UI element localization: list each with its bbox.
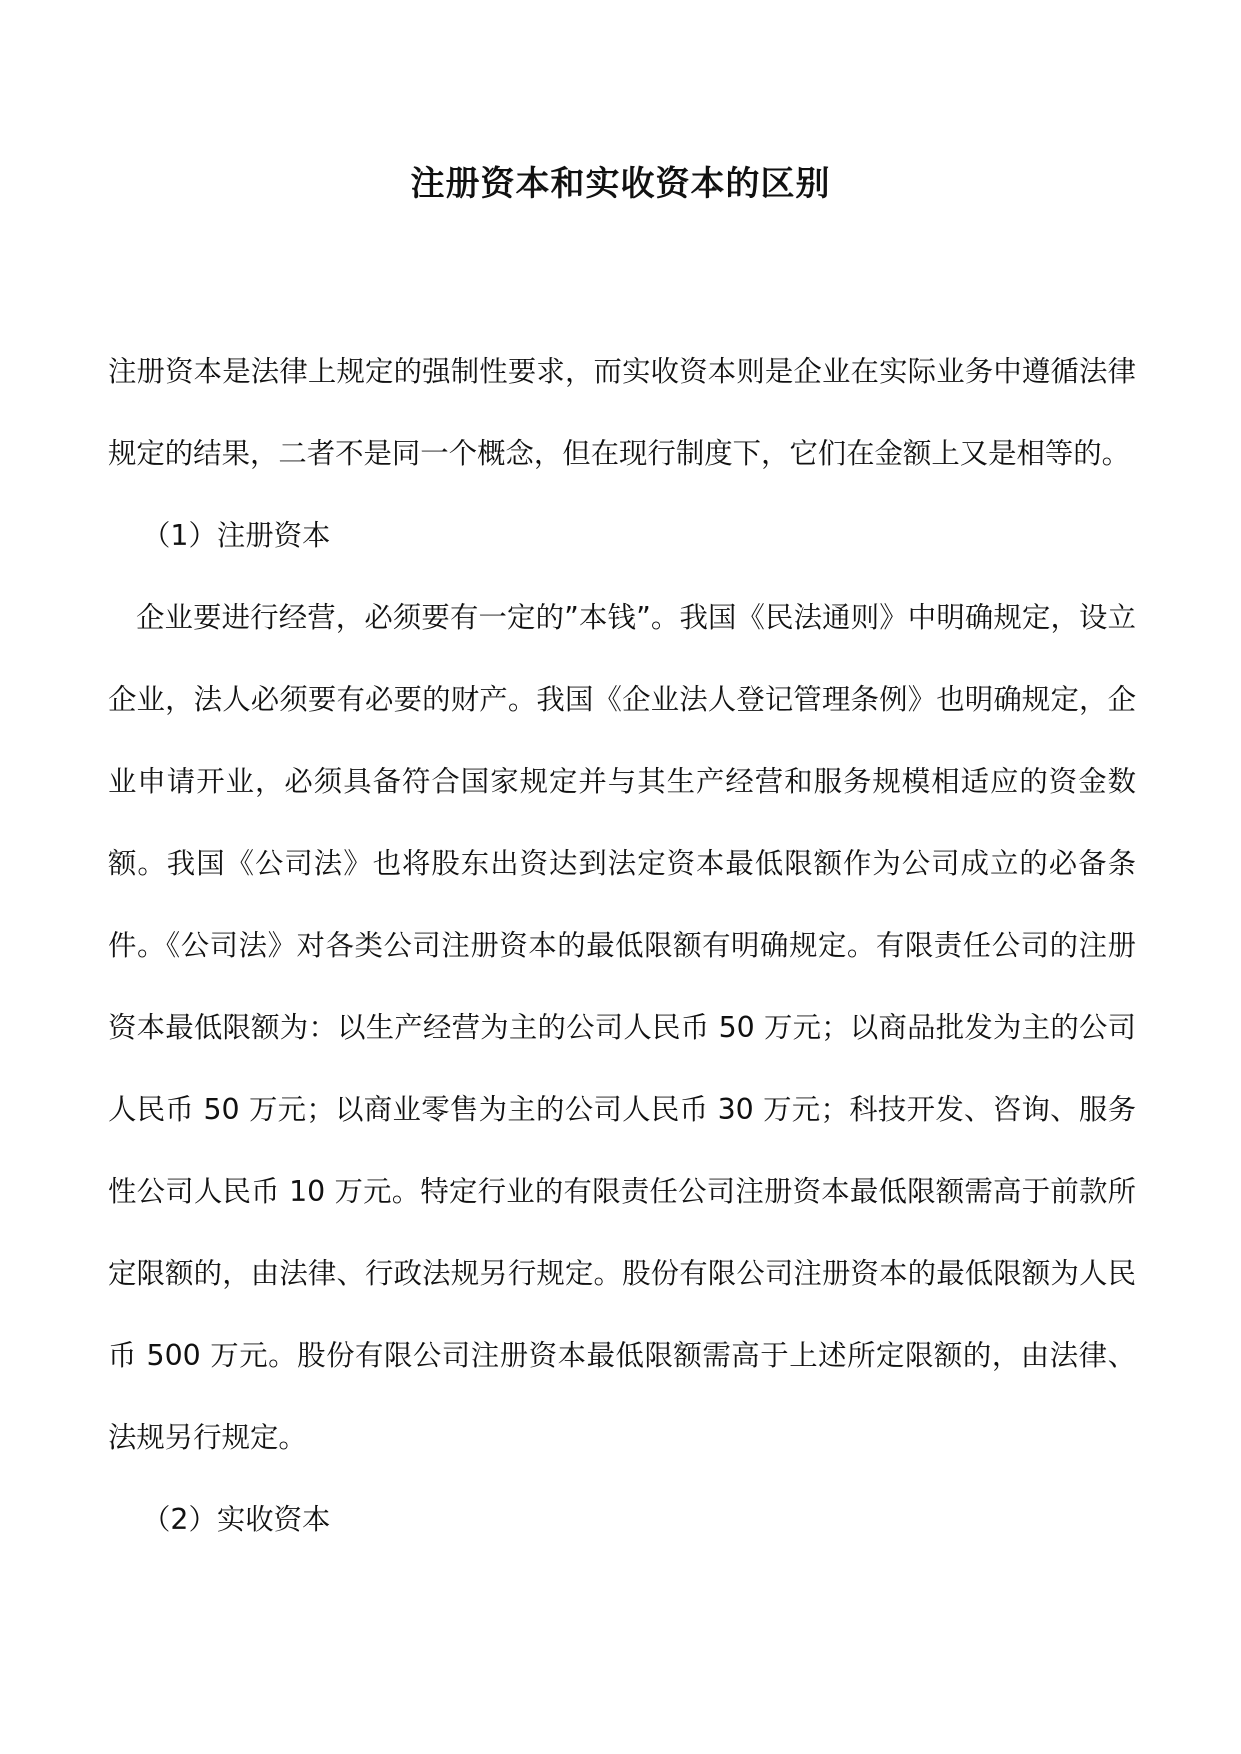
- intro-paragraph: 注册资本是法律上规定的强制性要求，而实收资本则是企业在实际业务中遵循法律规定的结果，二者不是同一个概念，但在现行制度下，它们在金额上又是相等的。: [108, 355, 1136, 470]
- registered-capital-paragraph: 企业要进行经营，必须要有一定的”本钱”。我国《民法通则》中明确规定，设立企业，法人必须要有必要的财产。我国《企业法人登记管理条例》也明确规定，企业申请开业，必须具备符合国家规定并与其生产经营和服务规模相适应的资金数额。我国《公司法》也将股东出资达到法定资本最低限额作为公司成立的必备条件。《公司法》对各类公司注册资本的最低限额有明确规定。有限责任公司的注册资本最低限额为：以生产经营为主的公司人民币 50 万元；以商品批发为主的公司人民币 50 万元；以商业零售为主的公司人民币 30 万元；科技开发、咨询、服务性公司人民币 10 万元。特定行业的有限责任公司注册资本最低限额需高于前款所定限额的，由法律、行政法规另行规定。股份有限公司注册资本的最低限额为人民币 500 万元。股份有限公司注册资本最低限额需高于上述所定限额的，由法律、法规另行规定。: [108, 601, 1136, 1454]
- document-title: 注册资本和实收资本的区别: [410, 164, 831, 204]
- section-heading-registered-capital: （1）注册资本: [142, 519, 331, 552]
- document-body: [108, 331, 1136, 1561]
- section-heading-paid-in-capital: （2）实收资本: [142, 1503, 331, 1536]
